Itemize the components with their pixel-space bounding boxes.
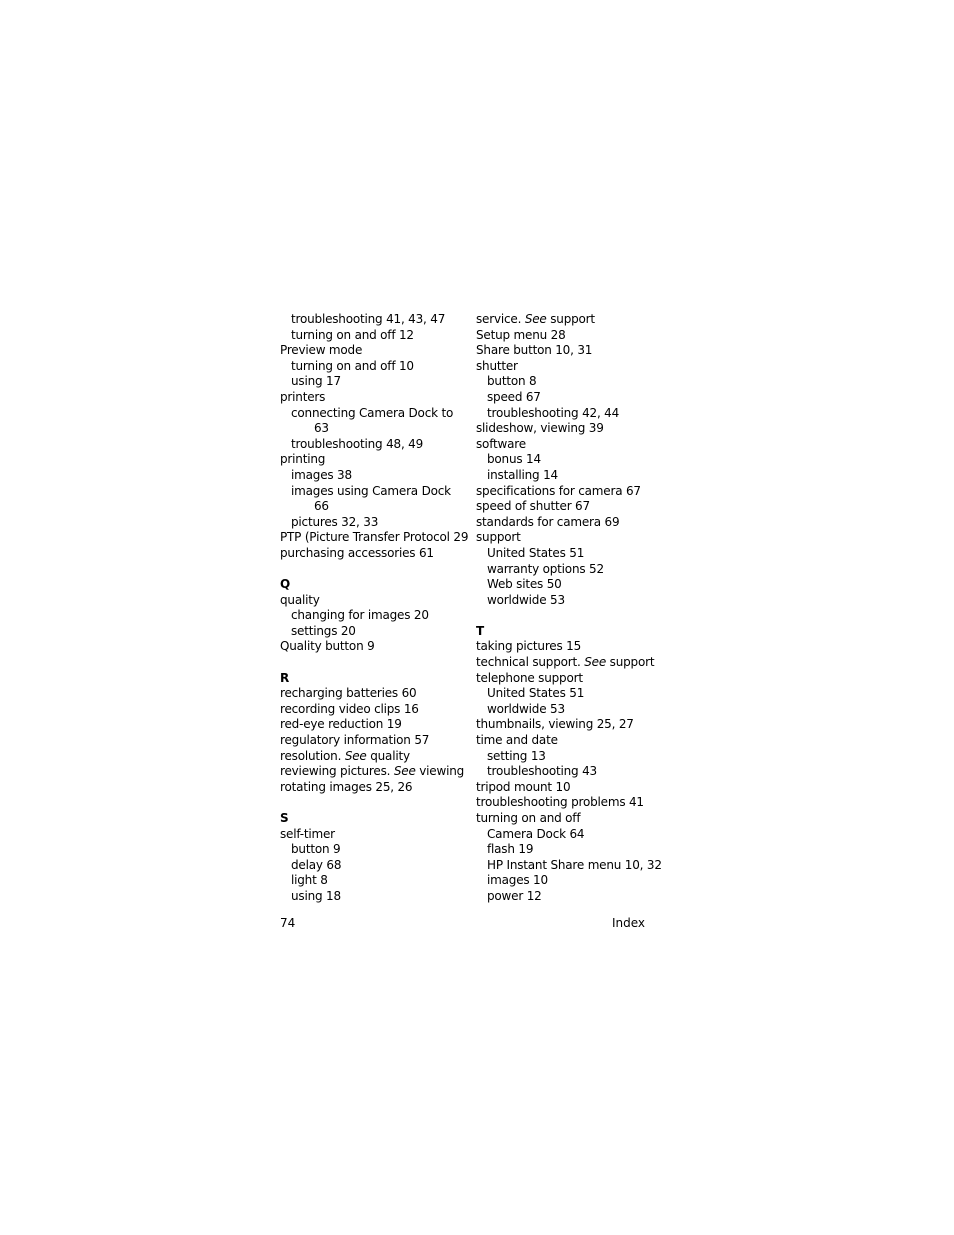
index-entry-text: worldwide 53	[487, 701, 565, 716]
index-entry-text: button 9	[291, 842, 341, 857]
section-title: Index	[611, 916, 645, 930]
index-entry-text: images 38	[291, 467, 352, 482]
index-entry-text: connecting Camera Dock to	[291, 405, 454, 420]
index-entry	[280, 733, 465, 749]
index-entry	[280, 343, 465, 359]
index-entry-text: printers	[280, 389, 326, 404]
index-entry	[476, 328, 661, 344]
index-entry-text: Preview mode	[280, 343, 363, 358]
index-entry	[280, 686, 465, 702]
index-entry-text: T	[476, 623, 484, 638]
index-entry-text: quality	[280, 592, 320, 607]
index-entry-text: Share button 10, 31	[476, 343, 593, 358]
index-entry-text: Quality button 9	[280, 639, 375, 654]
index-entry-text: troubleshooting 48, 49	[291, 436, 424, 451]
index-subentry	[280, 406, 465, 422]
index-entry-text: recording video clips 16	[280, 701, 419, 716]
index-entry-text: turning on and off	[476, 811, 581, 825]
index-subentry	[476, 764, 661, 780]
index-subentry	[476, 593, 661, 609]
index-entry-text: recharging batteries 60	[280, 686, 417, 701]
index-entry-text: delay 68	[291, 857, 342, 872]
index-subentry	[280, 421, 465, 437]
index-entry-text: speed 67	[487, 389, 541, 404]
index-entry-text: purchasing accessories 61	[280, 545, 434, 560]
index-entry	[280, 390, 465, 406]
see-reference: See	[584, 655, 607, 670]
index-entry-text: light 8	[291, 873, 328, 888]
index-entry-text: support	[476, 530, 521, 545]
index-entry	[476, 484, 661, 500]
index-entry-text: pictures 32, 33	[291, 514, 379, 529]
index-entry-text: worldwide 53	[487, 592, 565, 607]
index-entry-text: using 18	[291, 888, 341, 903]
index-entry	[280, 717, 465, 733]
index-entry-text: power 12	[487, 888, 542, 903]
see-target: viewing	[415, 764, 465, 779]
index-entry-text: 66	[314, 499, 329, 514]
index-entry-text: self-timer	[280, 826, 335, 841]
index-subentry	[280, 468, 465, 484]
see-reference: See	[344, 748, 367, 763]
index-entry	[476, 780, 661, 796]
index-entry-text: reviewing pictures.	[280, 764, 394, 779]
index-subentry	[280, 889, 465, 905]
index-subentry	[280, 484, 465, 500]
index-entry	[476, 343, 661, 359]
see-target: quality	[366, 748, 410, 763]
index-entry	[476, 639, 661, 655]
index-entry-text: telephone support	[476, 670, 583, 685]
index-section-letter	[280, 811, 465, 827]
index-subentry	[280, 842, 465, 858]
index-entry-text: Setup menu 28	[476, 327, 566, 342]
index-subentry	[476, 374, 661, 390]
index-subentry	[280, 858, 465, 874]
index-subentry	[280, 515, 465, 531]
index-entry-text: regulatory information 57	[280, 733, 430, 748]
index-subentry	[280, 312, 465, 328]
see-reference: See	[393, 764, 416, 779]
index-subentry	[476, 873, 661, 889]
index-entry-text: settings 20	[291, 623, 356, 638]
index-entry	[476, 717, 661, 733]
index-entry-text: bonus 14	[487, 452, 541, 467]
index-entry-text: Web sites 50	[487, 577, 562, 592]
index-subentry	[476, 406, 661, 422]
index-entry-text: service.	[476, 312, 525, 326]
index-entry	[476, 437, 661, 453]
index-entry-text: changing for images 20	[291, 608, 429, 623]
index-entry	[476, 530, 661, 546]
index-entry	[476, 421, 661, 437]
index-subentry	[280, 608, 465, 624]
index-entry-text: time and date	[476, 733, 558, 748]
index-section-letter	[476, 624, 661, 640]
index-entry-text: troubleshooting 42, 44	[487, 405, 620, 420]
index-subentry	[476, 562, 661, 578]
index-subentry	[476, 827, 661, 843]
index-column-right	[476, 312, 661, 905]
index-entry-text: using 17	[291, 374, 341, 389]
index-entry-text: installing 14	[487, 467, 558, 482]
index-entry-text: Camera Dock 64	[487, 826, 585, 841]
index-entry-text: R	[280, 670, 290, 685]
index-entry-text: slideshow, viewing 39	[476, 421, 604, 436]
index-subentry	[280, 359, 465, 375]
index-entry	[280, 452, 465, 468]
index-entry-text: taking pictures 15	[476, 639, 582, 654]
index-entry	[476, 671, 661, 687]
index-entry-text: PTP (Picture Transfer Protocol 29	[280, 530, 469, 545]
index-entry-text: Q	[280, 577, 291, 592]
index-entry	[280, 749, 465, 765]
index-entry-text: technical support.	[476, 655, 585, 670]
index-entry-text: troubleshooting 41, 43, 47	[291, 312, 446, 326]
index-entry	[476, 733, 661, 749]
index-subentry	[280, 437, 465, 453]
index-subentry	[476, 546, 661, 562]
index-entry	[280, 546, 465, 562]
index-subentry	[280, 328, 465, 344]
index-entry-text: speed of shutter 67	[476, 499, 590, 514]
index-subentry	[476, 842, 661, 858]
index-entry-text: United States 51	[487, 545, 585, 560]
index-entry-text: resolution.	[280, 748, 345, 763]
index-entry-text: button 8	[487, 374, 537, 389]
index-entry-text: red-eye reduction 19	[280, 717, 402, 732]
index-entry-text: setting 13	[487, 748, 546, 763]
index-subentry	[476, 702, 661, 718]
index-subentry	[476, 390, 661, 406]
index-entry-text: turning on and off 12	[291, 327, 414, 342]
index-subentry	[280, 873, 465, 889]
index-subentry	[280, 374, 465, 390]
index-entry	[280, 639, 465, 655]
index-entry-text: HP Instant Share menu 10, 32	[487, 857, 662, 872]
index-entry	[280, 827, 465, 843]
index-entry-text: 63	[314, 421, 329, 436]
index-entry-text: printing	[280, 452, 326, 467]
index-entry	[476, 312, 661, 328]
index-entry	[280, 593, 465, 609]
index-entry-text: shutter	[476, 358, 518, 373]
page-number: 74	[280, 916, 296, 930]
index-column-left	[280, 312, 469, 905]
index-entry-text: warranty options 52	[487, 561, 604, 576]
index-entry	[476, 499, 661, 515]
index-entry-text: turning on and off 10	[291, 358, 414, 373]
index-entry	[476, 795, 661, 811]
index-entry-text: tripod mount 10	[476, 779, 571, 794]
index-entry-text: troubleshooting 43	[487, 764, 597, 779]
index-subentry	[476, 468, 661, 484]
index-entry-text: images 10	[487, 873, 548, 888]
index-entry-text: United States 51	[487, 686, 585, 701]
index-entry	[280, 530, 469, 546]
index-subentry	[280, 624, 465, 640]
index-entry-text: standards for camera 69	[476, 514, 620, 529]
index-entry-text: flash 19	[487, 842, 534, 857]
index-entry-text: software	[476, 436, 526, 451]
index-subentry	[476, 858, 661, 874]
index-subentry	[476, 889, 661, 905]
index-subentry	[476, 452, 661, 468]
index-entry	[280, 780, 465, 796]
index-entry-text: thumbnails, viewing 25, 27	[476, 717, 634, 732]
index-section-letter	[280, 577, 465, 593]
index-subentry	[476, 749, 661, 765]
index-section-letter	[280, 671, 465, 687]
see-reference: See	[524, 312, 547, 326]
index-entry	[476, 655, 661, 671]
index-entry-text: images using Camera Dock	[291, 483, 451, 498]
index-entry	[476, 359, 661, 375]
see-target: support	[546, 312, 595, 326]
index-entry	[280, 764, 465, 780]
index-entry-text: troubleshooting problems 41	[476, 795, 644, 810]
index-entry-text: rotating images 25, 26	[280, 779, 413, 794]
index-entry	[476, 515, 661, 531]
index-subentry	[280, 499, 465, 515]
index-subentry	[476, 686, 661, 702]
see-target: support	[606, 655, 655, 670]
index-entry	[280, 702, 465, 718]
index-subentry	[476, 577, 661, 593]
index-entry	[476, 811, 661, 827]
index-entry-text: specifications for camera 67	[476, 483, 641, 498]
index-entry-text: S	[280, 811, 289, 825]
